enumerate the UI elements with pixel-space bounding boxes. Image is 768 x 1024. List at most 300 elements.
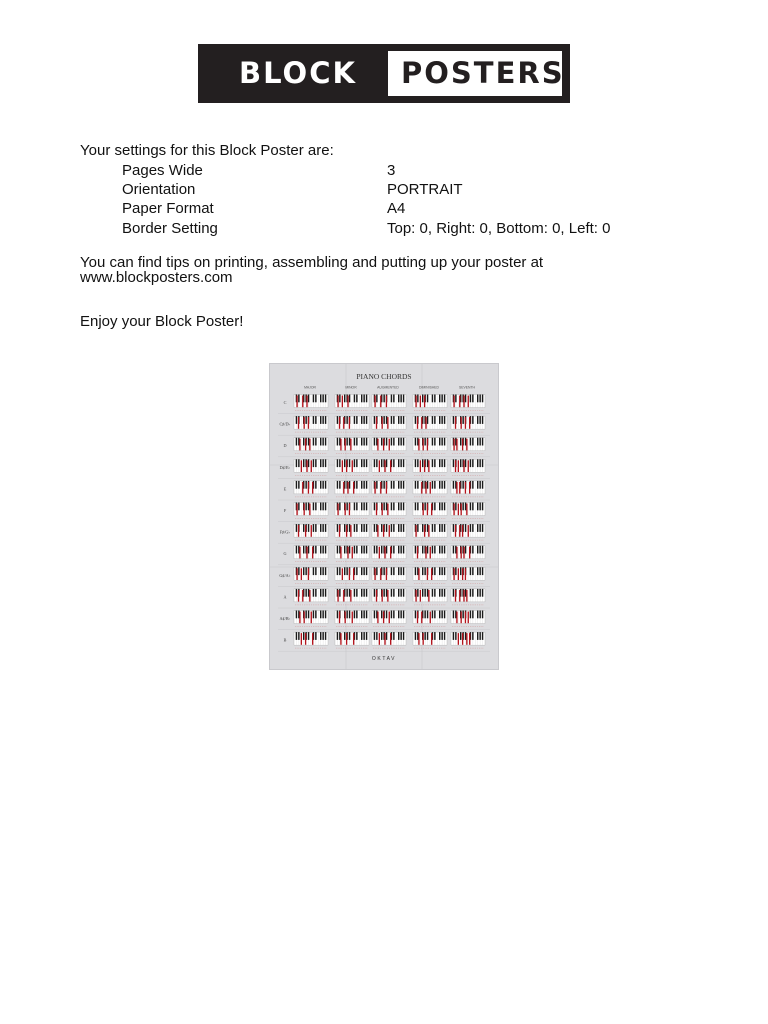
black-key [315,589,316,597]
black-key [482,611,483,619]
black-key [427,524,428,532]
chord-note-marker [350,525,351,537]
black-key [349,395,350,403]
black-key [391,611,392,619]
chord-note-marker [420,590,421,602]
black-key [298,395,299,403]
chord-note-marker [424,396,425,408]
black-key [361,416,362,424]
black-key [432,589,433,597]
black-key [453,611,454,619]
black-key [322,395,323,403]
chord-note-marker [421,482,422,494]
black-key [381,632,382,640]
chord-note-marker [352,460,353,472]
row-label: D [283,443,287,449]
black-key [383,589,384,597]
black-key [417,481,418,489]
black-key [482,395,483,403]
setting-label-paper-format: Paper Format [122,200,214,217]
chord-note-marker [430,482,431,494]
black-key [417,524,418,532]
black-key [349,632,350,640]
black-key [472,611,473,619]
black-key [470,611,471,619]
chord-note-marker [430,547,431,559]
black-key [444,438,445,446]
black-key [322,459,323,467]
black-key [320,503,321,511]
black-key [383,567,384,575]
black-key [386,416,387,424]
chord-note-marker [453,439,454,451]
black-key [439,395,440,403]
black-key [374,503,375,511]
black-key [361,632,362,640]
black-key [322,567,323,575]
black-key [320,567,321,575]
chord-note-marker [304,612,305,624]
row-label: B [283,637,287,643]
black-key [356,524,357,532]
black-key [441,567,442,575]
black-key [444,611,445,619]
black-key [417,395,418,403]
black-key [337,416,338,424]
chord-note-marker [299,547,300,559]
chord-note-marker [425,547,426,559]
chord-note-marker [343,590,344,602]
black-key [470,567,471,575]
chord-note-marker [428,525,429,537]
chord-note-marker [296,396,297,408]
black-key [308,589,309,597]
tips-link[interactable]: www.blockposters.com [80,269,233,286]
black-key [400,632,401,640]
blockposters-logo [198,44,570,103]
black-key [400,416,401,424]
black-key [455,503,456,511]
black-key [472,438,473,446]
black-key [422,546,423,554]
chord-note-marker [462,568,463,580]
chord-note-marker [417,547,418,559]
chord-note-marker [389,439,390,451]
chord-note-marker [463,460,464,472]
chord-note-marker [427,439,428,451]
black-key [477,459,478,467]
black-key [322,632,323,640]
black-key [386,459,387,467]
black-key [403,481,404,489]
chord-note-marker [418,439,419,451]
black-key [356,395,357,403]
black-key [403,589,404,597]
black-key [462,481,463,489]
black-key [424,589,425,597]
chord-note-marker [301,633,302,645]
black-key [398,524,399,532]
chord-note-marker [466,590,467,602]
black-key [356,546,357,554]
chord-note-marker [349,568,350,580]
black-key [415,632,416,640]
black-key [308,632,309,640]
chord-note-marker [430,612,431,624]
black-key [398,459,399,467]
black-key [346,503,347,511]
black-key [322,589,323,597]
black-key [482,589,483,597]
black-key [477,438,478,446]
black-key [441,589,442,597]
chord-note-marker [465,482,466,494]
chord-note-marker [343,482,344,494]
chord-note-marker [312,547,313,559]
black-key [432,524,433,532]
black-key [320,611,321,619]
chord-note-marker [418,633,419,645]
black-key [400,481,401,489]
black-key [298,459,299,467]
black-key [482,524,483,532]
black-key [354,416,355,424]
chord-note-marker [349,417,350,429]
black-key [434,416,435,424]
row-label: G♯/A♭ [279,572,291,578]
chord-note-marker [343,417,344,429]
black-key [465,546,466,554]
black-key [366,438,367,446]
black-key [361,611,362,619]
black-key [398,481,399,489]
black-key [308,503,309,511]
chord-note-marker [306,460,307,472]
black-key [441,611,442,619]
black-key [441,416,442,424]
black-key [479,524,480,532]
chord-note-marker [387,504,388,516]
black-key [444,395,445,403]
tips-text: You can find tips on printing, assembling and putting up your poster at [80,254,544,271]
chord-note-marker [306,396,307,408]
black-key [482,459,483,467]
black-key [322,416,323,424]
black-key [376,546,377,554]
black-key [465,503,466,511]
setting-value-pages-wide: 3 [387,162,396,179]
chord-note-marker [298,525,299,537]
black-key [422,395,423,403]
black-key [453,416,454,424]
black-key [344,567,345,575]
black-key [472,567,473,575]
black-key [376,567,377,575]
black-key [427,589,428,597]
chord-note-marker [380,568,381,580]
chord-note-marker [345,612,346,624]
black-key [305,589,306,597]
black-key [363,632,364,640]
black-key [441,524,442,532]
black-key [415,459,416,467]
black-key [363,567,364,575]
black-key [477,632,478,640]
black-key [315,395,316,403]
chord-note-marker [340,633,341,645]
black-key [374,546,375,554]
black-key [386,611,387,619]
setting-label-orientation: Orientation [122,181,196,198]
black-key [453,589,454,597]
black-key [346,567,347,575]
chord-note-marker [337,590,338,602]
black-key [391,524,392,532]
black-key [441,632,442,640]
black-key [303,567,304,575]
black-key [439,524,440,532]
row-label: G [283,551,287,557]
black-key [472,459,473,467]
chord-note-marker [304,417,305,429]
chord-note-marker [311,525,312,537]
black-key [444,546,445,554]
black-key [432,395,433,403]
black-key [393,611,394,619]
chord-note-marker [345,504,346,516]
black-key [363,459,364,467]
chord-note-marker [455,590,456,602]
chord-note-marker [417,612,418,624]
black-key [422,589,423,597]
chord-note-marker [459,396,460,408]
black-key [346,438,347,446]
black-key [479,438,480,446]
chord-note-marker [468,612,469,624]
chord-note-marker [311,612,312,624]
black-key [344,459,345,467]
black-key [391,567,392,575]
row-label: C♯/D♭ [279,421,291,427]
black-key [349,438,350,446]
black-key [354,503,355,511]
black-key [320,632,321,640]
black-key [383,503,384,511]
black-key [434,438,435,446]
chord-note-marker [305,633,306,645]
black-key [393,546,394,554]
black-key [366,611,367,619]
chord-note-marker [423,633,424,645]
black-key [354,459,355,467]
chord-note-marker [423,439,424,451]
black-key [337,611,338,619]
black-key [441,546,442,554]
poster-preview [270,364,498,669]
black-key [356,503,357,511]
black-key [403,632,404,640]
black-key [472,524,473,532]
black-key [366,459,367,467]
poster-title: PIANO CHORDS [356,372,412,381]
chord-note-marker [425,417,426,429]
black-key [325,438,326,446]
black-key [296,546,297,554]
black-key [303,459,304,467]
black-key [400,567,401,575]
black-key [427,459,428,467]
chord-note-marker [456,547,457,559]
black-key [470,395,471,403]
black-key [305,416,306,424]
black-key [356,459,357,467]
black-key [344,546,345,554]
chord-note-marker [347,396,348,408]
black-key [479,416,480,424]
chord-note-marker [465,568,466,580]
black-key [477,524,478,532]
chord-note-marker [421,417,422,429]
black-key [320,481,321,489]
black-key [439,546,440,554]
chord-note-marker [425,482,426,494]
black-key [374,459,375,467]
black-key [363,524,364,532]
chord-note-marker [463,547,464,559]
black-key [339,459,340,467]
black-key [472,503,473,511]
black-key [363,503,364,511]
chord-note-marker [298,417,299,429]
black-key [479,481,480,489]
black-key [391,395,392,403]
row-label: A♯/B♭ [279,616,291,621]
black-key [434,611,435,619]
black-key [356,632,357,640]
black-key [303,546,304,554]
chord-note-marker [387,417,388,429]
chord-note-marker [453,504,454,516]
chord-note-marker [383,525,384,537]
black-key [400,524,401,532]
black-key [434,632,435,640]
black-key [322,503,323,511]
black-key [479,589,480,597]
black-key [305,567,306,575]
black-key [308,459,309,467]
chord-note-marker [463,396,464,408]
chord-note-marker [390,460,391,472]
chord-note-marker [308,482,309,494]
setting-label-border: Border Setting [122,220,218,237]
black-key [415,567,416,575]
black-key [403,567,404,575]
black-key [315,503,316,511]
black-key [444,589,445,597]
black-key [453,632,454,640]
chord-note-marker [466,439,467,451]
black-key [349,546,350,554]
chord-note-marker [423,504,424,516]
black-key [315,546,316,554]
black-key [296,481,297,489]
column-header: SEVENTH [458,385,476,390]
black-key [432,459,433,467]
black-key [320,395,321,403]
chord-note-marker [301,568,302,580]
black-key [460,632,461,640]
black-key [477,546,478,554]
black-key [308,611,309,619]
chord-note-marker [417,417,418,429]
chord-note-marker [382,590,383,602]
black-key [444,632,445,640]
black-key [455,395,456,403]
column-header: MINOR [345,385,357,390]
black-key [465,589,466,597]
black-key [477,611,478,619]
black-key [391,503,392,511]
black-key [453,459,454,467]
black-key [391,416,392,424]
black-key [313,589,314,597]
black-key [386,524,387,532]
black-key [349,611,350,619]
black-key [403,503,404,511]
chord-note-marker [347,547,348,559]
black-key [339,503,340,511]
black-key [320,524,321,532]
black-key [308,524,309,532]
black-key [393,567,394,575]
black-key [313,524,314,532]
black-key [434,503,435,511]
logo-word-posters: POSTERS [401,56,565,90]
black-key [354,611,355,619]
chord-note-marker [312,482,313,494]
black-key [477,567,478,575]
chord-note-marker [346,525,347,537]
black-key [434,395,435,403]
chord-note-marker [377,525,378,537]
black-key [479,632,480,640]
black-key [337,524,338,532]
black-key [337,459,338,467]
setting-value-paper-format: A4 [387,200,406,217]
chord-note-marker [431,504,432,516]
black-key [305,503,306,511]
black-key [462,503,463,511]
chord-note-marker [299,612,300,624]
black-key [400,546,401,554]
logo-word-block: BLOCK [239,56,357,90]
black-key [366,416,367,424]
black-key [386,589,387,597]
black-key [305,481,306,489]
setting-label-pages-wide: Pages Wide [122,162,203,179]
black-key [415,481,416,489]
black-key [337,546,338,554]
chord-note-marker [468,525,469,537]
black-key [400,589,401,597]
chord-note-marker [431,568,432,580]
black-key [391,589,392,597]
chord-note-marker [465,417,466,429]
chord-note-marker [353,482,354,494]
black-key [339,481,340,489]
black-key [366,632,367,640]
logo-posters-box [388,51,565,96]
